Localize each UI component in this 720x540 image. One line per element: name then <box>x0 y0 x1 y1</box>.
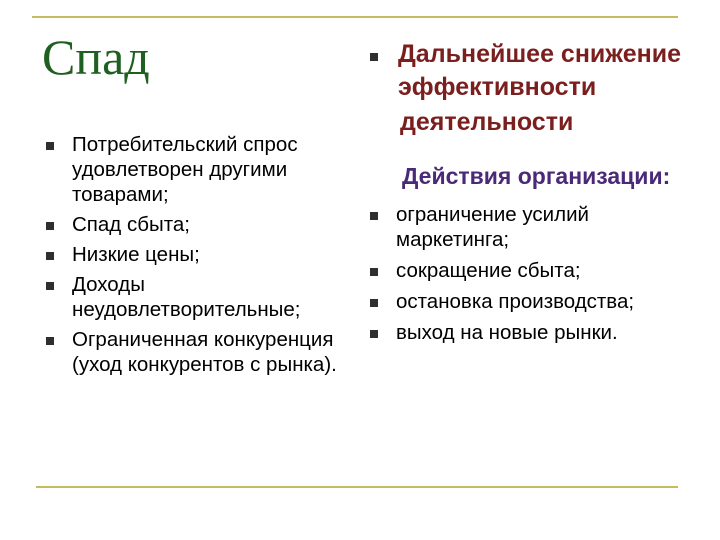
square-bullet-icon <box>370 330 378 338</box>
square-bullet-icon <box>46 337 54 345</box>
list-item <box>370 320 700 345</box>
list-item <box>370 202 700 252</box>
list-item-text: выход на новые рынки. <box>396 321 618 344</box>
decline-heading-continuation: деятельности <box>400 108 574 136</box>
square-bullet-icon <box>46 142 54 150</box>
list-item-text: сокращение сбыта; <box>396 259 581 282</box>
actions-heading: Действия организации: <box>402 163 671 189</box>
list-item-text: остановка производства; <box>396 290 635 313</box>
decline-heading-text: Дальнейшее снижение эффективности <box>398 40 681 101</box>
square-bullet-icon <box>370 53 378 61</box>
list-item <box>46 272 346 322</box>
list-item <box>46 132 346 207</box>
list-item-text: Потребительский спрос удовлетворен другими товарами; <box>72 133 298 206</box>
bottom-rule <box>36 486 678 488</box>
square-bullet-icon <box>370 299 378 307</box>
list-item <box>46 327 346 377</box>
decline-heading <box>370 38 700 104</box>
list-item-text: Низкие цены; <box>72 243 200 266</box>
square-bullet-icon <box>370 212 378 220</box>
list-item-text: Спад сбыта; <box>72 213 190 236</box>
slide-title: Спад <box>42 29 150 85</box>
list-item-text: ограничение усилий маркетинга; <box>396 203 589 251</box>
list-item <box>46 212 346 237</box>
square-bullet-icon <box>370 268 378 276</box>
list-item <box>370 289 700 314</box>
list-item <box>370 258 700 283</box>
actions-list <box>370 202 700 345</box>
square-bullet-icon <box>46 282 54 290</box>
list-item <box>46 242 346 267</box>
square-bullet-icon <box>46 252 54 260</box>
square-bullet-icon <box>46 222 54 230</box>
list-item-text: Ограниченная конкуренция (уход конкурентов с рынка). <box>72 328 337 376</box>
list-item-text: Доходы неудовлетворительные; <box>72 273 301 321</box>
left-column <box>46 132 346 382</box>
top-rule <box>32 16 678 18</box>
right-column <box>370 38 700 351</box>
